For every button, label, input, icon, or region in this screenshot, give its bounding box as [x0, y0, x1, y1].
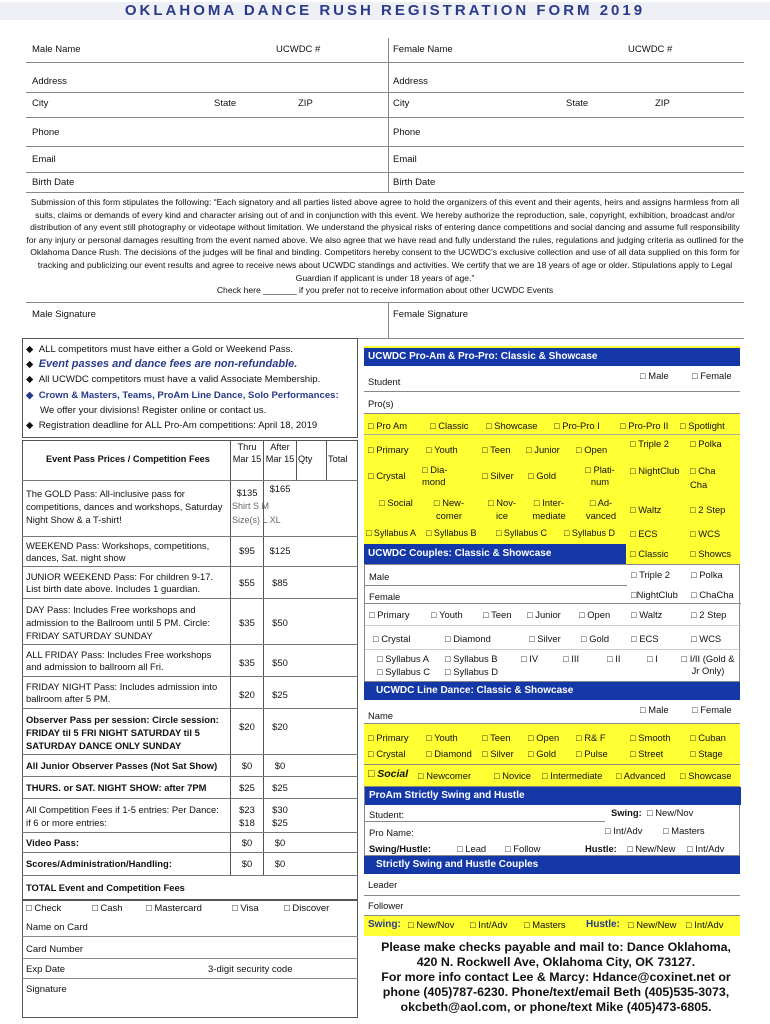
- couples-opt[interactable]: □ I/II (Gold & Jr Only): [681, 653, 735, 676]
- line-section: [364, 682, 740, 786]
- security-code-field[interactable]: 3-digit security code: [208, 964, 293, 975]
- line-opt[interactable]: □ Newcomer: [418, 770, 472, 781]
- mail-line: phone (405)787-6230. Phone/text/email Beth (405)535-3073,: [382, 985, 730, 999]
- male-state-field[interactable]: State: [214, 98, 237, 109]
- line-opt[interactable]: □ Smooth: [630, 732, 671, 743]
- line-opt[interactable]: □ Open: [528, 732, 560, 743]
- couples-opt[interactable]: □ Silver: [529, 633, 561, 644]
- line-female-checkbox[interactable]: □ Female: [692, 704, 732, 715]
- name-on-card-field[interactable]: Name on Card: [26, 922, 88, 933]
- couples-opt[interactable]: □ Gold: [581, 633, 610, 644]
- proam-opt[interactable]: □ Social: [379, 497, 413, 508]
- couples-opt[interactable]: □ IV: [521, 653, 539, 664]
- proam-student-field[interactable]: Student: [368, 376, 401, 387]
- couples-opt[interactable]: □ Syllabus D: [445, 666, 499, 677]
- couples-female-field[interactable]: Female: [369, 591, 401, 602]
- line-opt[interactable]: □ Showcase: [680, 770, 732, 781]
- divider: [22, 936, 358, 937]
- proam-opt[interactable]: □ Junior: [526, 444, 560, 455]
- line-opt[interactable]: □ Intermediate: [542, 770, 603, 781]
- divider: [26, 92, 744, 93]
- couples-showcs[interactable]: □ Showcs: [690, 548, 732, 559]
- couples-opt[interactable]: □ Syllabus C: [377, 666, 431, 677]
- payment-box: [22, 900, 358, 1018]
- cash-option[interactable]: □ Cash: [92, 903, 123, 914]
- swing-proname-field[interactable]: Pro Name:: [369, 827, 414, 838]
- swing-header: ProAm Strictly Swing and Hustle: [365, 787, 741, 805]
- hustle-intadv[interactable]: □ Int/Adv: [687, 843, 725, 854]
- couples-opt[interactable]: □ Crystal: [373, 633, 411, 644]
- proam-opt[interactable]: □ Classic: [430, 420, 469, 431]
- proam-opt[interactable]: □ Cha Cha: [690, 465, 716, 490]
- male-zip-field[interactable]: ZIP: [298, 98, 313, 109]
- male-ucwdc-field[interactable]: UCWDC #: [276, 44, 321, 55]
- proam-opt[interactable]: □ Nov- ice: [487, 497, 517, 521]
- line-opt[interactable]: □ Street: [630, 748, 664, 759]
- swing-lead[interactable]: □ Lead: [457, 843, 487, 854]
- proam-opt[interactable]: □ Inter- mediate: [532, 497, 566, 521]
- male-signature-field[interactable]: Male Signature: [32, 309, 96, 320]
- bullet-item: ◆ Crown & Masters, Teams, ProAm Line Dance, Solo Performances:: [26, 389, 339, 401]
- bullet-item: ◆ Registration deadline for ALL Pro-Am competitions: April 18, 2019: [26, 420, 318, 432]
- cs-swing-label: Swing:: [368, 919, 401, 930]
- follower-field[interactable]: Follower: [368, 900, 404, 911]
- divider: [26, 192, 744, 193]
- check-option[interactable]: □ Check: [26, 903, 62, 914]
- couples-opt[interactable]: □ ChaCha: [691, 589, 734, 600]
- hustle-newnew[interactable]: □ New/New: [627, 843, 676, 854]
- hustle-label: Hustle:: [585, 843, 617, 854]
- swing-hustle-label: Swing/Hustle:: [369, 843, 431, 854]
- cs-newnov[interactable]: □ New/Nov: [408, 919, 455, 930]
- couples-opt[interactable]: □ ECS: [631, 633, 659, 644]
- proam-male-checkbox[interactable]: □ Male: [640, 370, 669, 381]
- couples-opt[interactable]: □ Youth: [431, 609, 463, 620]
- price-row: ALL FRIDAY Pass: Includes Free workshops and admission to ballroom all Fri. $35 $50: [22, 644, 358, 676]
- couples-opt[interactable]: □ Waltz: [631, 609, 663, 620]
- price-row: All Competition Fees if 1-5 entries: Per Dance: if 6 or more entries: $23 $18 $30 $25: [22, 798, 358, 832]
- card-signature-field[interactable]: Signature: [26, 984, 67, 995]
- divider: [26, 146, 744, 147]
- proam-opt[interactable]: □ Syllabus C: [496, 528, 547, 538]
- female-phone-field[interactable]: Phone: [393, 127, 421, 138]
- price-row: FRIDAY NIGHT Pass: Includes admission into ballroom after 5 PM. $20 $25: [22, 676, 358, 708]
- total-header: Total: [328, 454, 348, 464]
- thru-header: Thru Mar 15: [232, 442, 262, 464]
- proam-opt[interactable]: □ Primary: [368, 444, 409, 455]
- line-opt[interactable]: □ Primary: [368, 732, 409, 743]
- visa-option[interactable]: □ Visa: [232, 903, 259, 914]
- proam-pros-field[interactable]: Pro(s): [368, 398, 394, 409]
- cs-hint[interactable]: □ Int/Adv: [686, 919, 724, 930]
- female-signature-field[interactable]: Female Signature: [393, 309, 468, 320]
- proam-opt[interactable]: □ Pro-Pro II: [620, 420, 669, 431]
- divider: [26, 117, 744, 118]
- line-male-checkbox[interactable]: □ Male: [640, 704, 669, 715]
- price-row: All Junior Observer Passes (Not Sat Show) $0 $0: [22, 754, 358, 776]
- proam-opt[interactable]: □ Pro Am: [368, 420, 408, 431]
- divider: [388, 302, 389, 338]
- male-city-field[interactable]: City: [32, 98, 49, 109]
- exp-date-field[interactable]: Exp Date: [26, 964, 66, 975]
- female-state-field[interactable]: State: [566, 98, 589, 109]
- divider: [22, 958, 358, 959]
- cs-hustle-label: Hustle:: [586, 919, 620, 930]
- cs-intadv[interactable]: □ Int/Adv: [470, 919, 508, 930]
- proam-opt[interactable]: □ 2 Step: [690, 504, 726, 515]
- female-ucwdc-field[interactable]: UCWDC #: [628, 44, 673, 55]
- mail-line: 420 N. Rockwell Ave, Oklahoma City, OK 73127.: [416, 955, 696, 969]
- bullet-item: ◆ Event passes and dance fees are non-refundable.: [26, 358, 298, 371]
- couples-opt[interactable]: □ Diamond: [445, 633, 491, 644]
- couples-opt[interactable]: □ WCS: [691, 633, 722, 644]
- bullet-item: ◆ ALL competitors must have either a Gold or Weekend Pass.: [26, 344, 294, 355]
- divider: [22, 978, 358, 979]
- line-opt[interactable]: □ Stage: [690, 748, 723, 759]
- couples-swing-header: Strictly Swing and Hustle Couples: [364, 856, 740, 874]
- male-name-field[interactable]: Male Name: [32, 44, 81, 55]
- price-row: Observer Pass per session: Circle session: FRIDAY til 5 FRI NIGHT SATURDAY til 5 SATURDAY DANCE ONLY SUNDAY $20 $20: [22, 708, 358, 754]
- card-number-field[interactable]: Card Number: [26, 944, 84, 955]
- proam-opt[interactable]: □ New- comer: [433, 497, 465, 521]
- swing-follow[interactable]: □ Follow: [505, 843, 541, 854]
- proam-opt[interactable]: □ Ad- vanced: [585, 497, 617, 521]
- swing-intadv[interactable]: □ Int/Adv: [605, 825, 643, 836]
- couples-classic[interactable]: □ Classic: [630, 548, 669, 559]
- proam-opt[interactable]: □ Syllabus B: [426, 528, 477, 538]
- mastercard-option[interactable]: □ Mastercard: [146, 903, 202, 914]
- swing-label: Swing:: [611, 807, 642, 818]
- proam-opt[interactable]: □ Crystal: [368, 470, 406, 481]
- leader-field[interactable]: Leader: [368, 879, 398, 890]
- couples-section: [364, 564, 740, 682]
- price-row: The GOLD Pass: All-inclusive pass for competitions, dances and workshops, Saturday Night Show & a T-shirt! $135 $165 Shirt S M Size(s) L XL: [22, 480, 358, 536]
- proam-opt[interactable]: □ Polka: [690, 438, 722, 449]
- after-header: After Mar 15: [265, 442, 295, 464]
- line-opt[interactable]: □ Gold: [528, 748, 557, 759]
- proam-opt[interactable]: □ Silver: [482, 470, 514, 481]
- couples-opt[interactable]: □ Syllabus A: [377, 653, 430, 664]
- discover-option[interactable]: □ Discover: [284, 903, 330, 914]
- bullet-item: ◆ All UCWDC competitors must have a valid Associate Membership.: [26, 374, 321, 386]
- proam-opt[interactable]: □ Triple 2: [630, 438, 670, 449]
- couples-header: UCWDC Couples: Classic & Showcase: [364, 544, 626, 564]
- divider: [388, 38, 389, 192]
- couples-opt[interactable]: □ I: [647, 653, 658, 664]
- line-header: UCWDC Line Dance: Classic & Showcase: [364, 682, 740, 700]
- female-city-field[interactable]: City: [393, 98, 410, 109]
- cs-masters[interactable]: □ Masters: [524, 919, 566, 930]
- bullet-item: We offer your divisions! Register online or contact us.: [40, 404, 267, 416]
- divider: [26, 302, 744, 303]
- couples-opt[interactable]: □ II: [607, 653, 621, 664]
- mail-line: For more info contact Lee & Marcy: Hdance@coxinet.net or: [381, 970, 731, 984]
- couples-opt[interactable]: □ Triple 2: [631, 569, 671, 580]
- proam-opt[interactable]: □ Gold: [528, 470, 557, 481]
- qty-header: Qty: [298, 454, 313, 464]
- line-opt[interactable]: □ Silver: [482, 748, 514, 759]
- couples-male-field[interactable]: Male: [369, 571, 390, 582]
- couples-opt[interactable]: □ Polka: [691, 569, 723, 580]
- line-opt[interactable]: □ Advanced: [616, 770, 666, 781]
- form-title: OKLAHOMA DANCE RUSH REGISTRATION FORM 2019: [0, 2, 770, 20]
- couples-opt[interactable]: □ III: [563, 653, 580, 664]
- swing-section: [364, 786, 740, 856]
- legal-text: [26, 196, 744, 297]
- couples-opt[interactable]: □ Open: [579, 609, 611, 620]
- line-name-field[interactable]: Name: [368, 710, 394, 721]
- legal-body: Submission of this form stipulates the following: “Each signatory and all parties listed above agree to hold the organizers of this event and their agents, heirs and assigns harmless from all suits, claims or demands of every kind and character arising out of and in conjunction with this event. We hereby authorize the reproduction, sale, copyright, exhibition, broadcast and/or distribution of any event still photography or videotape without limitation. We understand the physical risks of entering dance competitions and social dancing and assume full responsibility for any injury or personal damages resulting from the event named above. We also agree that we have read and fully understand the rules, regulations and judging criteria as outlined for the Oklahoma Dance Rush. The decisions of the judges will be final and binding. Competitors hereby consent to the UCWDC’s exclusive collection and use of all data supplied on this form for tracking and publicizing our event results and agree to receive news about UCWDC standings and activities. We certify that we are 18 years of age or older. Stipulations apply to Legal Guardian if applicant is under 18 years of age.”: [26, 197, 744, 283]
- proam-header: UCWDC Pro-Am & Pro-Pro: Classic & Showcase: [364, 348, 740, 366]
- female-birth-field[interactable]: Birth Date: [393, 177, 436, 188]
- price-row: WEEKEND Pass: Workshops, competitions, dances, Sat. night show $95 $125: [22, 536, 358, 566]
- proam-opt[interactable]: □ Dia- mond: [422, 464, 448, 487]
- proam-opt[interactable]: □ Syllabus D: [564, 528, 615, 538]
- proam-opt[interactable]: □ NightClub: [630, 465, 680, 476]
- couples-opt[interactable]: □ Primary: [369, 609, 410, 620]
- price-header: Event Pass Prices / Competition Fees: [46, 454, 210, 464]
- couples-opt[interactable]: □NightClub: [631, 589, 678, 600]
- mailing-info: [368, 940, 744, 1015]
- price-row: Video Pass: $0 $0: [22, 832, 358, 852]
- female-name-field[interactable]: Female Name: [393, 44, 453, 55]
- mail-line: okcbeth@aol.com, or phone/text Mike (405)473-6805.: [400, 1000, 712, 1014]
- proam-opt[interactable]: □ Spotlight: [680, 420, 725, 431]
- male-address-field[interactable]: Address: [32, 76, 67, 87]
- proam-opt[interactable]: □ Youth: [426, 444, 458, 455]
- female-zip-field[interactable]: ZIP: [655, 98, 670, 109]
- couples-opt[interactable]: □ Syllabus B: [445, 653, 498, 664]
- opt-out-text[interactable]: Check here _______ if you prefer not to receive information about other UCWDC Events: [216, 285, 554, 296]
- couples-opt[interactable]: □ 2 Step: [691, 609, 727, 620]
- couples-swing-section: [364, 856, 740, 936]
- proam-opt[interactable]: □ Plati- num: [585, 464, 615, 487]
- proam-opt[interactable]: □ ECS: [630, 528, 658, 539]
- line-opt[interactable]: □ Diamond: [426, 748, 472, 759]
- proam-female-checkbox[interactable]: □ Female: [692, 370, 732, 381]
- proam-opt[interactable]: □ Syllabus A: [366, 528, 416, 538]
- proam-opt[interactable]: □ Showcase: [486, 420, 538, 431]
- proam-opt[interactable]: □ Waltz: [630, 504, 662, 515]
- price-row: DAY Pass: Includes Free workshops and admission to the Ballroom until 5 PM. Circle: FRIDAY SATURDAY SUNDAY $35 $50: [22, 598, 358, 644]
- swing-student-field[interactable]: Student:: [369, 809, 404, 820]
- couples-opt[interactable]: □ Teen: [483, 609, 512, 620]
- proam-opt[interactable]: □ WCS: [690, 528, 721, 539]
- proam-opt[interactable]: □ Teen: [482, 444, 511, 455]
- mail-line: Please make checks payable and mail to: Dance Oklahoma,: [381, 940, 731, 954]
- line-opt[interactable]: □ Teen: [482, 732, 511, 743]
- male-birth-field[interactable]: Birth Date: [32, 177, 75, 188]
- price-row: THURS. or SAT. NIGHT SHOW: after 7PM $25 $25: [22, 776, 358, 798]
- proam-opt[interactable]: □ Open: [576, 444, 608, 455]
- line-opt[interactable]: □ Social: [368, 768, 409, 780]
- line-opt[interactable]: □ Pulse: [576, 748, 608, 759]
- cs-newnew[interactable]: □ New/New: [628, 919, 677, 930]
- total-row: TOTAL Event and Competition Fees: [22, 875, 358, 900]
- female-email-field[interactable]: Email: [393, 154, 417, 165]
- swing-newnov[interactable]: □ New/Nov: [647, 807, 694, 818]
- info-bullets: [26, 342, 356, 433]
- line-opt[interactable]: □ Novice: [494, 770, 531, 781]
- proam-section: [364, 346, 740, 564]
- price-row: Scores/Administration/Handling: $0 $0: [22, 852, 358, 875]
- female-address-field[interactable]: Address: [393, 76, 428, 87]
- line-opt[interactable]: □ Youth: [426, 732, 458, 743]
- line-opt[interactable]: □ Crystal: [368, 748, 406, 759]
- proam-opt[interactable]: □ Pro-Pro I: [554, 420, 600, 431]
- male-email-field[interactable]: Email: [32, 154, 56, 165]
- price-row: JUNIOR WEEKEND Pass: For children 9-17. List birth date above. Includes 1 guardian. $55 $85: [22, 566, 358, 598]
- swing-masters[interactable]: □ Masters: [663, 825, 705, 836]
- line-opt[interactable]: □ R& F: [576, 732, 606, 743]
- male-phone-field[interactable]: Phone: [32, 127, 60, 138]
- price-table: [22, 440, 358, 900]
- divider: [26, 172, 744, 173]
- divider: [26, 62, 744, 63]
- line-opt[interactable]: □ Cuban: [690, 732, 726, 743]
- couples-opt[interactable]: □ Junior: [527, 609, 561, 620]
